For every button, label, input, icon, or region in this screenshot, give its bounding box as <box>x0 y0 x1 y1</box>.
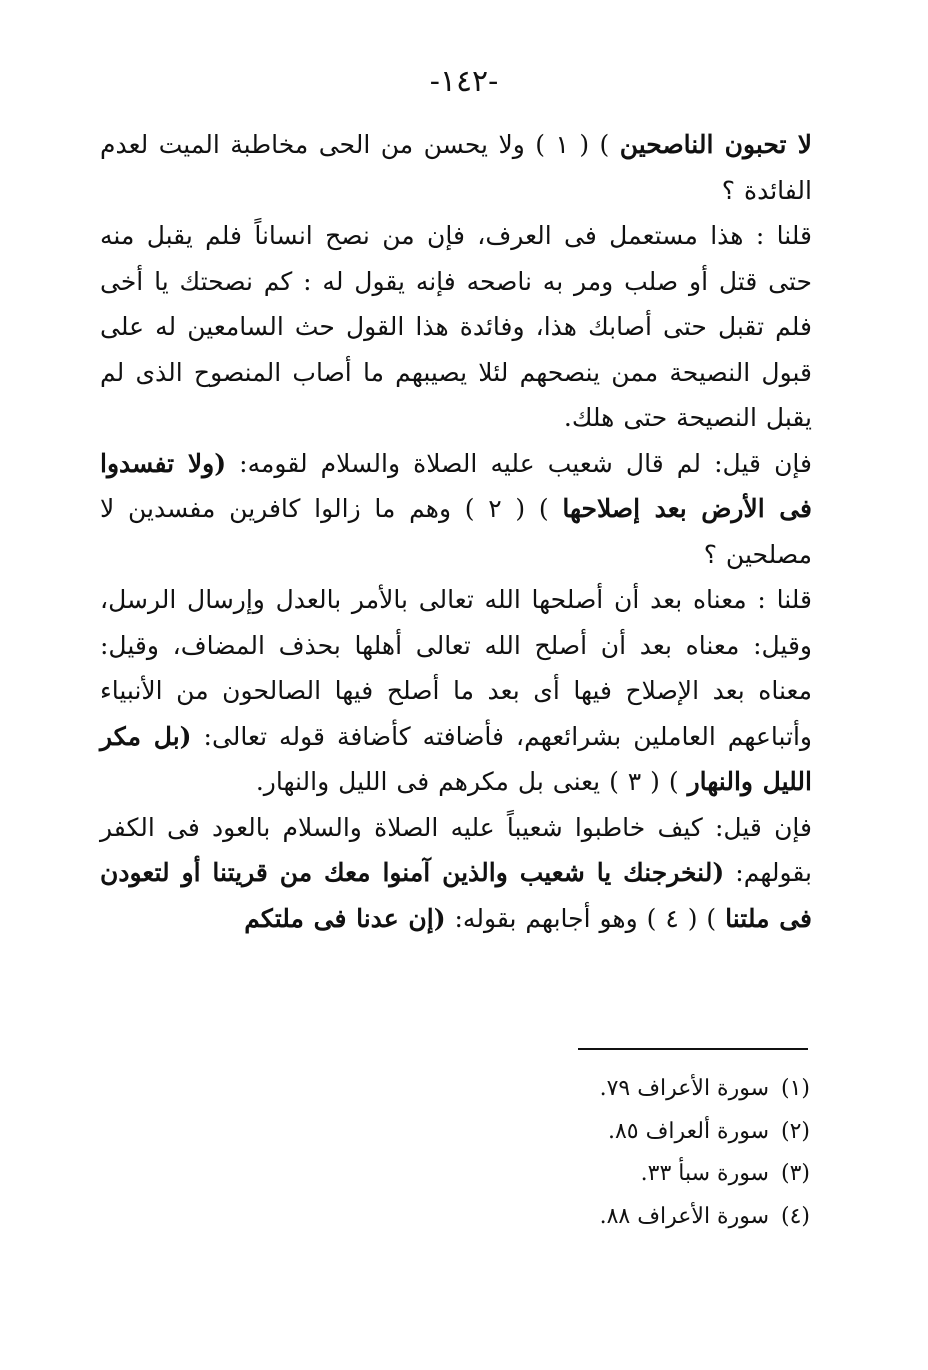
quran-quote: (بل مكر الليل والنهار <box>100 721 812 796</box>
footnote-number: (٤) <box>780 1203 810 1229</box>
text-span: قلنا : هذا مستعمل فى العرف، فإن من نصح انساناً فلم يقبل منه حتى قتل أو صلب ومر به ناصحه فإنه يقول له : كم نصحتك يا أخى فلم تقبل حتى أصابك هذا، وفائدة هذا القول حث السامعين له على قبول النصيحة ممن ينصحهم لئلا يصيبهم ما أصاب المنصوح الذى لم يقبل النصيحة حتى هلك. <box>100 221 812 432</box>
footnote-text: سورة سبأ ٣٣. <box>640 1161 769 1186</box>
footnote-text: سورة الأعراف ٨٨. <box>599 1203 769 1229</box>
footnote-text: سورة الأعراف ٧٩. <box>599 1076 769 1101</box>
footnote <box>400 1111 810 1154</box>
footnote <box>400 1068 810 1111</box>
text-span: قلنا : معناه بعد أن أصلحها الله تعالى بالأمر بالعدل وإرسال الرسل، وقيل: معناه بعد أن أصلح الله تعالى أهلها بحذف المضاف، وقيل: معناه بعد الإصلاح فيها أى بعد ما أصلح فيها الصالحون من الأنبياء وأتباعهم العاملين بشرائعهم، فأضافته كأضافة قوله تعالى: <box>100 585 812 751</box>
body-text <box>100 122 812 941</box>
text-span: لا تحبون الناصحين <box>619 130 812 159</box>
quran-quote: (لنخرجنك يا شعيب والذين آمنوا معك من قريتنا أو لتعودن فى ملتنا <box>100 858 812 933</box>
paragraph <box>100 441 812 578</box>
text-span: ) ( ٣ ) يعنى بل مكرهم فى الليل والنهار. <box>255 767 688 796</box>
footnote-number: (٢) <box>780 1118 810 1144</box>
text-span: ) ( ٢ ) وهم ما زالوا كافرين مفسدين لا مصلحين ؟ <box>100 494 812 569</box>
paragraph <box>100 805 812 942</box>
text-span: ) ( ١ ) ولا يحسن من الحى مخاطبة الميت لعدم الفائدة ؟ <box>100 130 812 205</box>
text-span: فإن قيل: لم قال شعيب عليه الصلاة والسلام لقومه: <box>226 448 812 478</box>
text-span: فإن قيل: كيف خاطبوا شعيباً عليه الصلاة والسلام بالعود فى الكفر بقولهم: <box>100 812 813 887</box>
footnotes <box>400 1068 810 1238</box>
footnote-number: (٣) <box>780 1161 810 1186</box>
page-number: -١٤٢- <box>429 64 499 99</box>
footnote-text: سورة ألعراف ٨٥. <box>607 1118 769 1144</box>
footnote-divider <box>578 1048 808 1050</box>
text-span: ) ( ٤ ) وهو أجابهم بقوله: <box>445 903 726 933</box>
footnote <box>400 1153 810 1196</box>
quran-quote: (ولا تفسدوا فى الأرض بعد إصلاحها <box>100 448 812 523</box>
quran-quote: (إن عدنا فى ملتكم <box>244 903 446 933</box>
footnote <box>400 1196 810 1239</box>
paragraph <box>100 122 812 213</box>
paragraph <box>100 577 812 805</box>
paragraph <box>100 213 812 441</box>
footnote-number: (١) <box>780 1076 810 1101</box>
